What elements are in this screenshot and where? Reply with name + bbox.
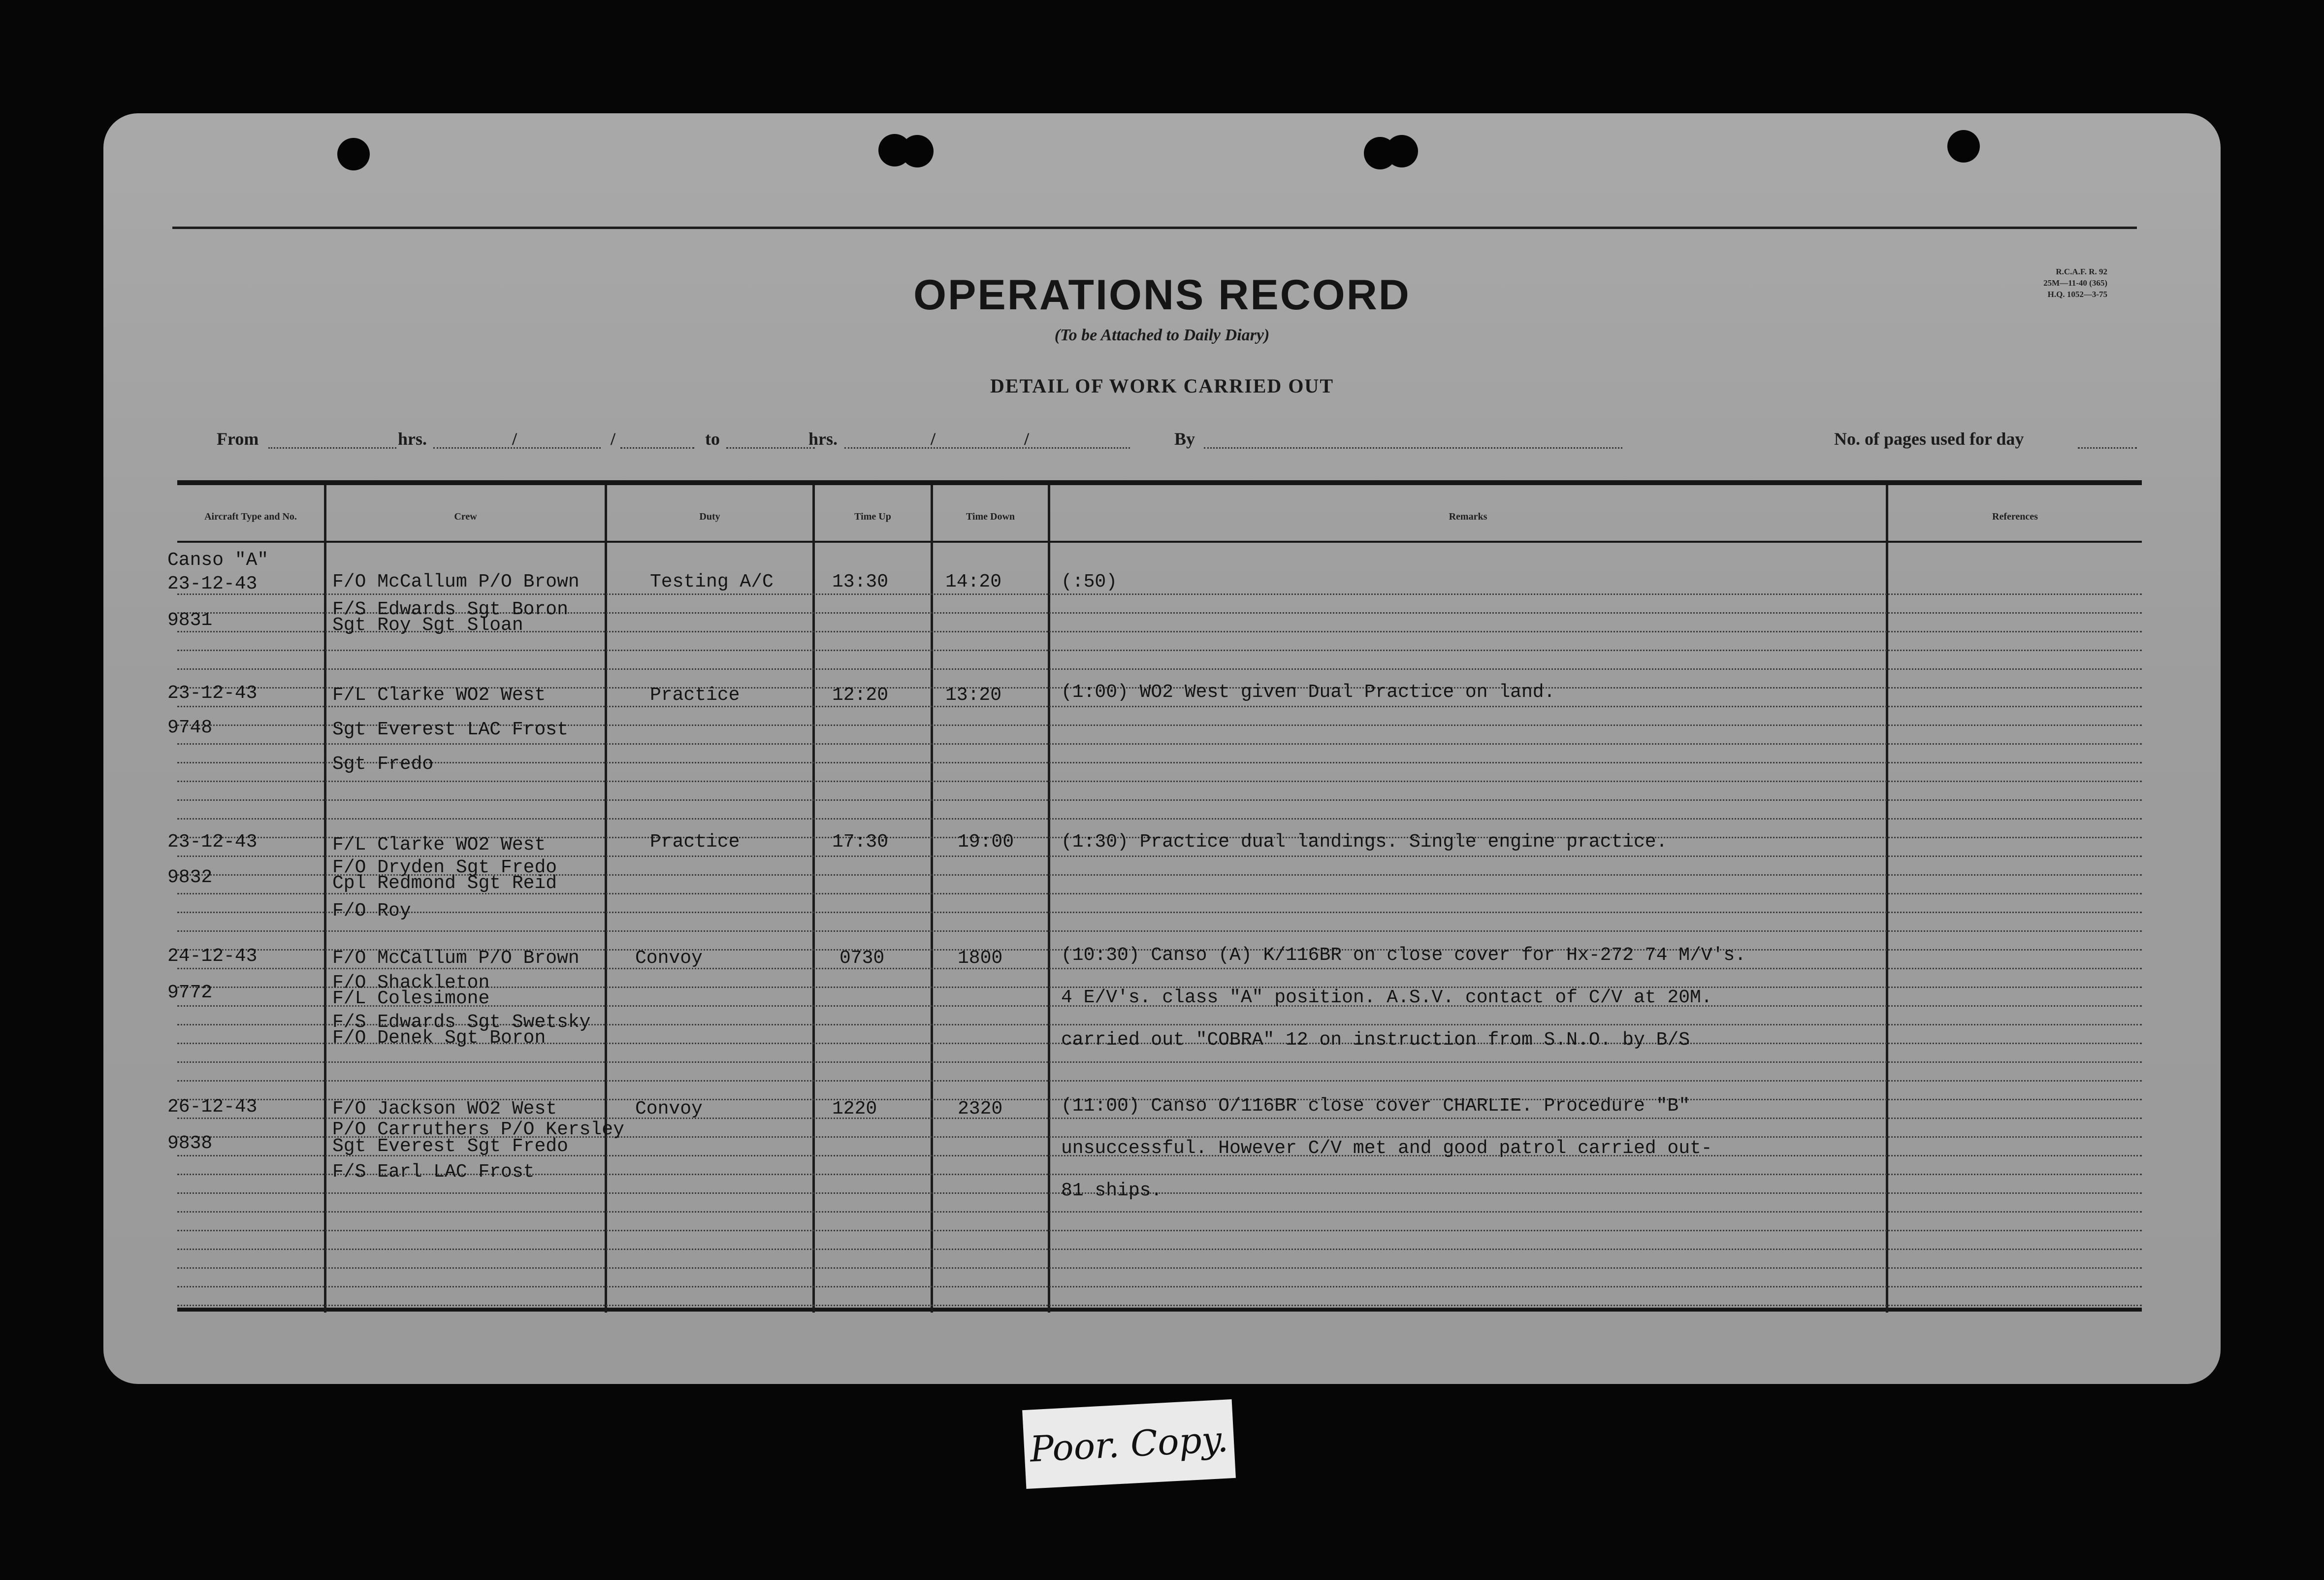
column-header-time-up: Time Up <box>854 511 891 522</box>
form-subtitle: (To be Attached to Daily Diary) <box>1054 326 1270 344</box>
to-blank <box>726 447 815 449</box>
flight-date: 24-12-43 <box>167 946 258 967</box>
column-divider <box>605 485 607 1313</box>
crew-line: Sgt Roy Sgt Sloan <box>332 615 523 636</box>
crew-line: F/S Edwards Sgt Swetsky <box>332 1012 591 1033</box>
remarks-line: carried out "COBRA" 12 on instruction from S.N.O. by B/S <box>1061 1029 1690 1051</box>
crew-line: F/S Edwards Sgt Boron <box>332 599 568 620</box>
flight-date: 23-12-43 <box>167 683 258 704</box>
form-ref-line: H.Q. 1052—3-75 <box>2047 290 2107 299</box>
time-down: 2320 <box>958 1098 1003 1119</box>
crew-line: F/S Earl LAC Frost <box>332 1161 535 1183</box>
column-header-time-down: Time Down <box>966 511 1015 522</box>
ruled-line <box>177 1305 2142 1306</box>
aircraft-number: 9772 <box>167 982 213 1003</box>
remarks-line: unsuccessful. However C/V met and good patrol carried out- <box>1061 1138 1712 1159</box>
remarks-line: (:50) <box>1061 571 1118 592</box>
ruled-line <box>177 668 2142 670</box>
form-title: OPERATIONS RECORD <box>913 271 1411 319</box>
hrs-label: hrs. <box>808 429 838 449</box>
crew-line: F/O McCallum P/O Brown <box>332 571 580 592</box>
duty: Testing A/C <box>650 571 774 592</box>
aircraft-number: 9831 <box>167 610 213 631</box>
column-divider <box>1886 485 1888 1313</box>
date-blank <box>620 447 694 449</box>
date-slash: / <box>611 429 616 449</box>
column-divider <box>931 485 933 1313</box>
table-bottom-rule <box>177 1308 2142 1312</box>
ruled-line <box>177 1211 2142 1213</box>
flight-date: 23-12-43 <box>167 831 258 853</box>
ruled-line <box>177 781 2142 782</box>
column-header-aircraft: Aircraft Type and No. <box>204 511 297 522</box>
crew-line: F/L Clarke WO2 West <box>332 685 546 706</box>
duty: Practice <box>650 685 740 706</box>
ruled-line <box>177 930 2142 932</box>
crew-line: F/L Clarke WO2 West <box>332 834 546 856</box>
punch-hole <box>337 138 370 170</box>
punch-hole <box>901 135 934 167</box>
ruled-line <box>177 650 2142 651</box>
ruled-line <box>177 1286 2142 1287</box>
header-bottom-rule <box>177 541 2142 543</box>
header-rule <box>172 227 2137 229</box>
hrs-label: hrs. <box>398 429 427 449</box>
ruled-line <box>177 1249 2142 1250</box>
remarks-line: 81 ships. <box>1061 1180 1162 1201</box>
ruled-line <box>177 912 2142 913</box>
remarks-line: 4 E/V's. class "A" position. A.S.V. contact of C/V at 20M. <box>1061 987 1712 1008</box>
crew-line: F/L Colesimone <box>332 988 490 1009</box>
ruled-line <box>177 1061 2142 1063</box>
ruled-line <box>177 1267 2142 1269</box>
to-label: to <box>705 429 720 449</box>
column-divider <box>812 485 815 1313</box>
time-up: 13:30 <box>832 571 889 592</box>
crew-line: F/O Dryden Sgt Fredo <box>332 857 557 878</box>
time-down: 13:20 <box>945 685 1002 706</box>
pages-label: No. of pages used for day <box>1834 429 2024 449</box>
duty: Convoy <box>635 1098 703 1119</box>
column-header-crew: Crew <box>454 511 477 522</box>
aircraft-number: 9748 <box>167 717 213 738</box>
flight-date: 23-12-43 <box>167 573 258 594</box>
aircraft-type: Canso "A" <box>167 550 269 571</box>
remarks-line: (1:30) Practice dual landings. Single engine practice. <box>1061 831 1668 853</box>
time-down: 1800 <box>958 948 1003 969</box>
crew-line: F/O Shackleton <box>332 972 490 993</box>
ruled-line <box>177 593 2142 595</box>
time-up: 17:30 <box>832 831 889 853</box>
ruled-line <box>177 743 2142 745</box>
from-label: From <box>217 429 259 449</box>
by-label: By <box>1174 429 1195 449</box>
form-ref-line: R.C.A.F. R. 92 <box>2056 267 2107 276</box>
ruled-line <box>177 818 2142 820</box>
crew-line: Sgt Everest Sgt Fredo <box>332 1136 568 1157</box>
from-blank <box>268 447 396 449</box>
crew-line: Cpl Redmond Sgt Reid <box>332 873 557 894</box>
poor-copy-stamp: Poor. Copy. <box>1022 1399 1236 1489</box>
remarks-line: (11:00) Canso O/116BR close cover CHARLIE. Procedure "B" <box>1061 1095 1690 1117</box>
hrs-blank <box>844 447 1130 449</box>
column-divider <box>324 485 326 1313</box>
time-up: 0730 <box>839 948 885 969</box>
ruled-line <box>177 799 2142 801</box>
punch-hole <box>1947 130 1980 163</box>
aircraft-number: 9838 <box>167 1133 213 1154</box>
time-up: 12:20 <box>832 685 889 706</box>
by-blank <box>1204 447 1622 449</box>
crew-line: F/O Jackson WO2 West <box>332 1098 557 1119</box>
crew-line: P/O Carruthers P/O Kersley <box>332 1119 624 1140</box>
ruled-line <box>177 1080 2142 1082</box>
aircraft-number: 9832 <box>167 867 213 888</box>
form-ref-line: 25M—11-40 (365) <box>2043 278 2107 288</box>
time-up: 1220 <box>832 1098 877 1119</box>
column-header-references: References <box>1992 511 2038 522</box>
punch-hole <box>1386 135 1418 167</box>
duty: Convoy <box>635 948 703 969</box>
form-detail-heading: DETAIL OF WORK CARRIED OUT <box>990 375 1334 397</box>
remarks-line: (1:00) WO2 West given Dual Practice on land. <box>1061 682 1555 703</box>
ruled-line <box>177 762 2142 763</box>
crew-line: Sgt Everest LAC Frost <box>332 719 568 740</box>
column-header-duty: Duty <box>699 511 720 522</box>
operations-record-form <box>103 113 2221 1384</box>
crew-line: F/O Denek Sgt Boron <box>332 1027 546 1049</box>
column-divider <box>1048 485 1050 1313</box>
remarks-line: (10:30) Canso (A) K/116BR on close cover for Hx-272 74 M/V's. <box>1061 945 1746 966</box>
crew-line: F/O Roy <box>332 900 411 922</box>
crew-line: Sgt Fredo <box>332 754 434 775</box>
ruled-line <box>177 1230 2142 1231</box>
date-slash: / <box>1024 429 1030 449</box>
pages-blank <box>2078 447 2137 449</box>
crew-line: F/O McCallum P/O Brown <box>332 948 580 969</box>
column-header-remarks: Remarks <box>1449 511 1487 522</box>
date-slash: / <box>512 429 517 449</box>
flight-date: 26-12-43 <box>167 1096 258 1118</box>
date-slash: / <box>931 429 936 449</box>
time-down: 14:20 <box>945 571 1002 592</box>
ruled-line <box>177 706 2142 707</box>
table-top-rule <box>177 480 2142 485</box>
time-down: 19:00 <box>958 831 1014 853</box>
duty: Practice <box>650 831 740 853</box>
